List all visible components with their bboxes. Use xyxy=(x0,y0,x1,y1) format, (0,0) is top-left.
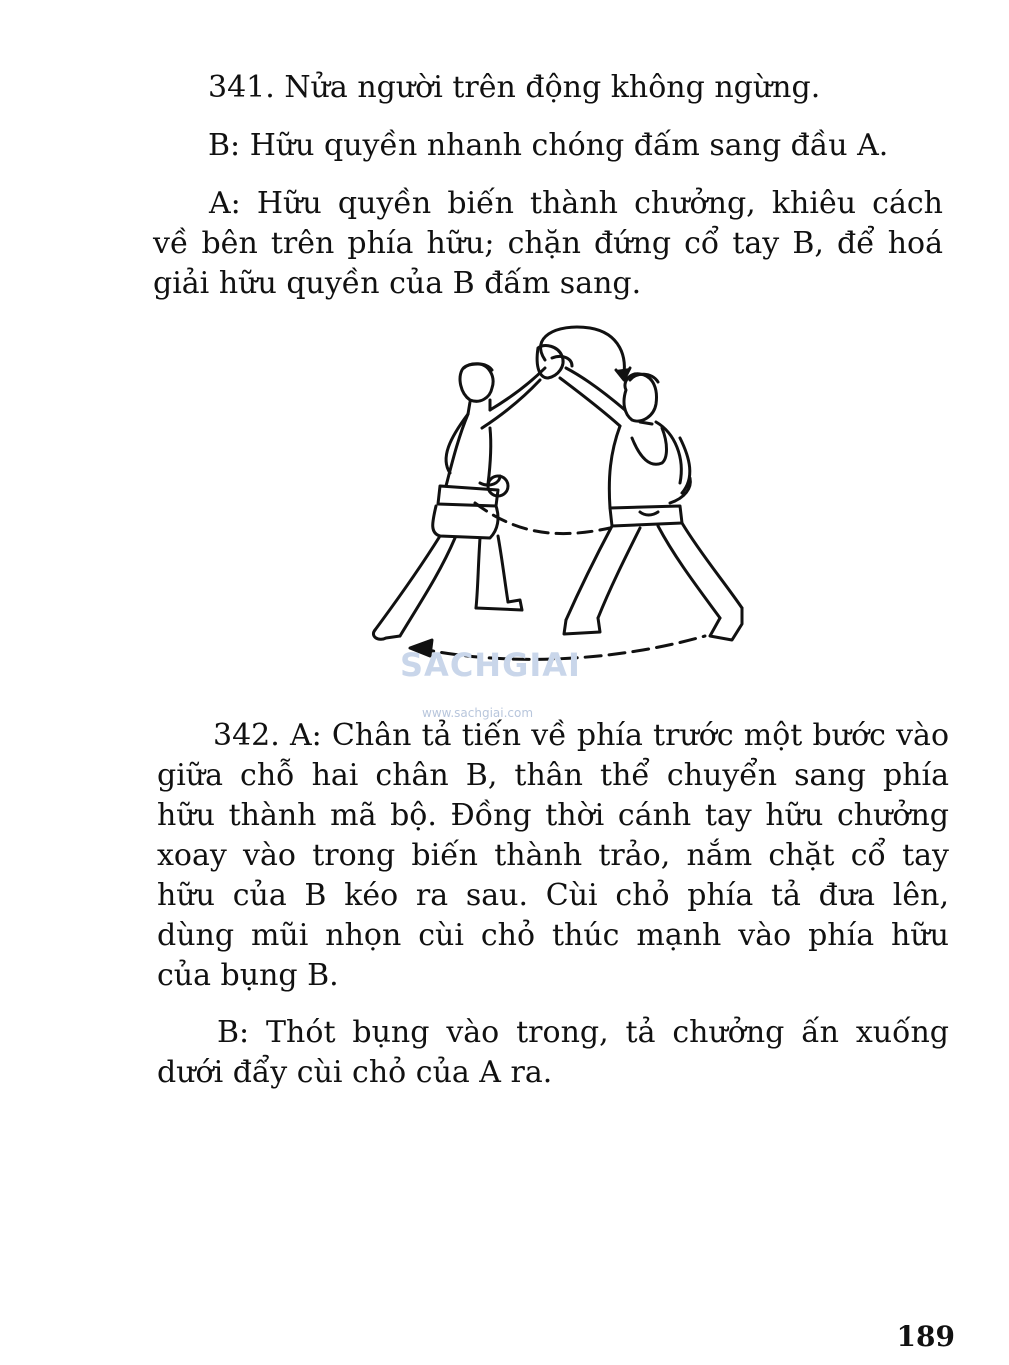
text-line: 341. Nửa người trên động không ngừng. xyxy=(208,70,821,105)
paragraph-341-b xyxy=(208,126,968,166)
text-line: xoay vào trong biến thành trảo, nắm chặt cổ tay xyxy=(157,838,949,873)
motion-arrow-top xyxy=(541,327,625,378)
text-line: B: Hữu quyền nhanh chóng đấm sang đầu A. xyxy=(208,128,889,163)
watermark xyxy=(400,646,620,726)
paragraph-342-a xyxy=(157,716,949,996)
text-line: về bên trên phía hữu; chặn đứng cổ tay B, để hoá xyxy=(153,226,943,261)
paragraph-341-a xyxy=(153,184,943,304)
text-line: 342. A: Chân tả tiến về phía trước một bước vào xyxy=(213,718,949,753)
watermark-url: www.sachgiai.com xyxy=(422,706,534,720)
text-line: của bụng B. xyxy=(157,958,339,993)
text-line: B: Thót bụng vào trong, tả chưởng ấn xuống xyxy=(217,1015,949,1050)
text-line: dưới đẩy cùi chỏ của A ra. xyxy=(157,1055,553,1090)
watermark-brand: SACHGIAI xyxy=(400,646,581,684)
text-line: giữa chỗ hai chân B, thân thể chuyển sang phía xyxy=(157,758,949,793)
paragraph-341-title xyxy=(208,68,968,108)
text-line: giải hữu quyền của B đấm sang. xyxy=(153,266,642,301)
martial-arts-illustration xyxy=(340,318,760,663)
text-line: A: Hữu quyền biến thành chưởng, khiêu cách xyxy=(209,186,943,221)
text-line: dùng mũi nhọn cùi chỏ thúc mạnh vào phía hữu xyxy=(157,918,949,953)
text-line: hữu của B kéo ra sau. Cùi chỏ phía tả đưa lên, xyxy=(157,878,949,913)
text-line: hữu thành mã bộ. Đồng thời cánh tay hữu chưởng xyxy=(157,798,949,833)
figure-a xyxy=(537,346,742,640)
page-number: 189 xyxy=(896,1320,955,1353)
paragraph-342-b xyxy=(157,1013,949,1093)
figure-b xyxy=(373,364,545,640)
